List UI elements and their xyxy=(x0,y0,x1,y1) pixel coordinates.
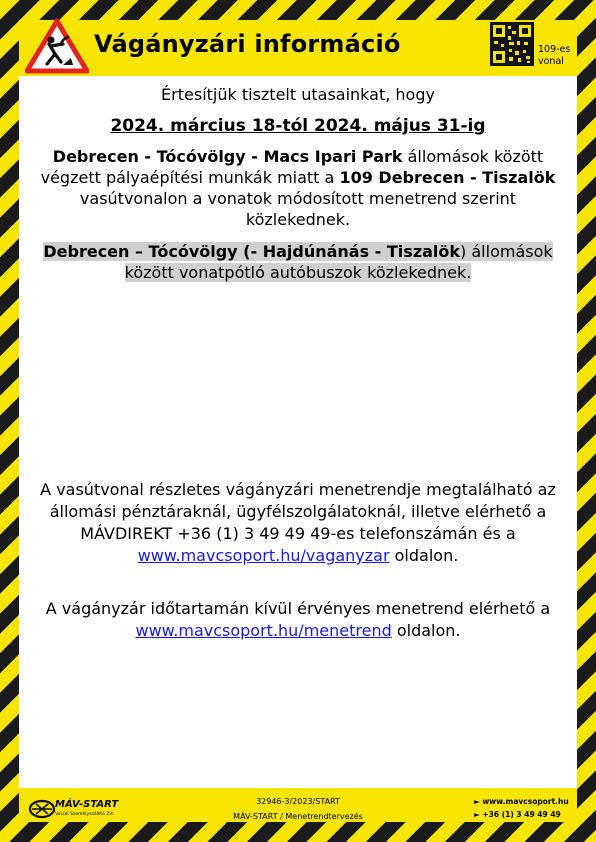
timetable-info xyxy=(30,479,566,567)
regular-timetable-info xyxy=(30,598,566,642)
department: MÁV-START / Menetrendtervezés xyxy=(233,812,363,821)
closure-description xyxy=(30,146,566,230)
bus-replacement-text: ) állomások között vonatpótló autóbuszok közlekednek. xyxy=(124,242,553,282)
notice-sheet xyxy=(19,20,577,822)
page-title: Vágányzári információ xyxy=(94,30,401,58)
vaganyzar-link[interactable]: www.mavcsoport.hu/vaganyzar xyxy=(137,546,390,565)
bus-stations: Debrecen – Tócóvölgy (- Hajdúnánás - Tiszalök xyxy=(43,242,461,261)
footer-phone[interactable]: ► +36 (1) 3 49 49 49 xyxy=(474,810,561,819)
closure-text-b: vasútvonalon a vonatok módosított menetrend szerint közlekednek. xyxy=(79,189,517,229)
bus-replacement-notice xyxy=(30,241,566,283)
regular-timetable-text: A vágányzár időtartamán kívül érvényes menetrend elérhető a xyxy=(45,599,551,618)
regular-timetable-suffix: oldalon. xyxy=(391,621,461,640)
footer-website[interactable]: ► www.mavcsoport.hu xyxy=(474,797,569,806)
closure-period: 2024. március 18-tól 2024. május 31-ig xyxy=(110,116,486,136)
railway-line: 109 Debrecen - Tiszalök xyxy=(339,168,556,187)
logo-wordmark: MÁV-START xyxy=(55,799,119,810)
closure-text-a: állomások között végzett pályaépítési munkák miatt a xyxy=(40,147,544,187)
timetable-info-text: A vasútvonal részletes vágányzári menetrendje megtalálható az állomási pénztáraknál, ügyfélszolgálatoknál, illetve elérhető a MÁVDIREKT +36 (1) 3 49 49 49-es telefonszámán és a xyxy=(40,480,556,543)
intro-text: Értesítjük tisztelt utasainkat, hogy xyxy=(161,85,435,104)
line-label: 109-es vonal xyxy=(538,44,571,67)
menetrend-link[interactable]: www.mavcsoport.hu/menetrend xyxy=(135,621,392,640)
logo-subtitle: Vasúti Személyszállító Zrt. xyxy=(55,812,115,817)
affected-stations: Debrecen - Tócóvölgy - Macs Ipari Park xyxy=(52,147,403,166)
document-number: 32946-3/2023/START xyxy=(256,797,340,806)
timetable-info-suffix: oldalon. xyxy=(389,546,459,565)
roadwork-warning-triangle-icon xyxy=(25,18,89,74)
qr-code-icon[interactable] xyxy=(490,22,534,66)
